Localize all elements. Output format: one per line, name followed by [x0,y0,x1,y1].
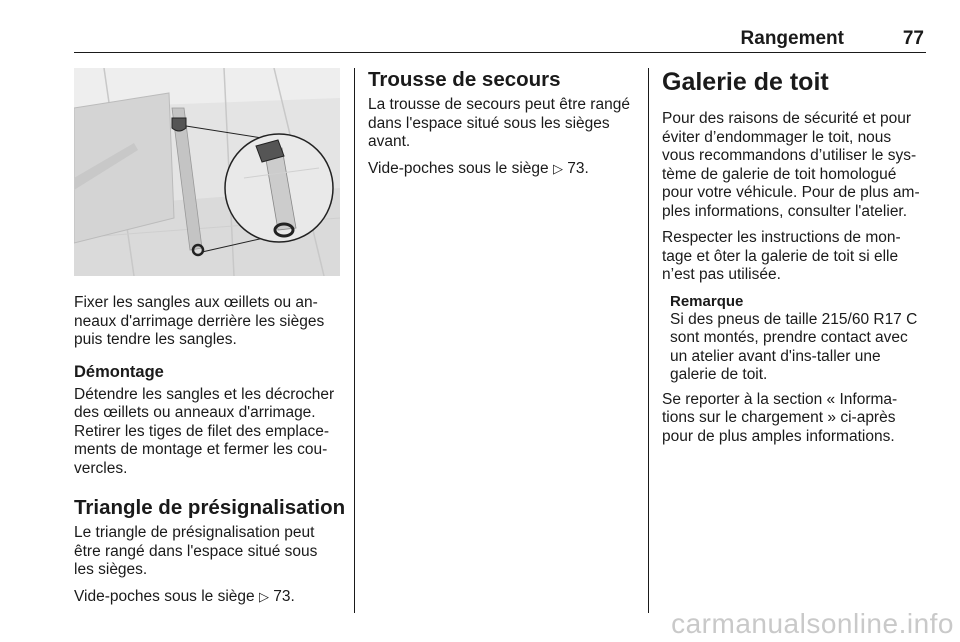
crossref-text: Vide-poches sous le siège [74,587,255,605]
arrow-reference-icon: ▷ [258,588,269,604]
crossref-link[interactable]: 73. [567,159,589,177]
belt-anchor-illustration [74,68,340,276]
paragraph-crossref [74,588,340,607]
column-divider [648,68,649,613]
heading-triangle: Triangle de présignalisation [74,496,346,519]
column-divider [354,68,355,613]
section-title: Rangement [740,28,844,49]
column-2 [368,68,634,186]
page-number: 77 [902,28,924,49]
paragraph: Respecter les instructions de mon-tage et ôter la galerie de toit si elle n’est pas utilisée. [662,229,901,283]
paragraph: Pour des raisons de sécurité et pour éviter d’endommager le toit, nous vous recommandons d’utiliser le sys-tème de galerie de toit homologué pour votre véhicule. Pour de plus am-ples informations, consulter l'atelier. [662,110,920,220]
watermark: carmanualsonline.info [671,608,954,639]
heading-galerie: Galerie de toit [662,68,829,96]
column-1 [74,68,346,614]
note-box [670,293,928,385]
crossref-text: Vide-poches sous le siège [368,159,549,177]
heading-trousse: Trousse de secours [368,68,561,91]
paragraph: Fixer les sangles aux œillets ou an-neaux d'arrimage derrière les sièges puis tendre les sangles. [74,294,325,348]
note-title: Remarque [670,292,744,310]
note-text: Si des pneus de taille 215/60 R17 C sont montés, prendre contact avec un atelier avant d'ins-taller une galerie de toit. [670,310,918,383]
crossref-link[interactable]: 73. [273,587,295,605]
heading-demontage: Démontage [74,362,164,381]
paragraph: Détendre les sangles et les décrocher des œillets ou anneaux d'arrimage. Retirer les tiges de filet des emplace-ments de montage et fermer les cou-vercles. [74,385,335,477]
paragraph: Le triangle de présignalisation peut être rangé dans l'espace situé sous les sièges. [74,524,318,578]
paragraph: La trousse de secours peut être rangé dans l'espace situé sous les sièges avant. [368,96,630,150]
paragraph: Se reporter à la section « Informa-tions sur le chargement » ci-après pour de plus amples informations. [662,390,898,445]
paragraph-crossref [368,160,634,179]
column-3 [662,68,928,454]
page-header [74,26,926,53]
arrow-reference-icon: ▷ [552,160,563,176]
